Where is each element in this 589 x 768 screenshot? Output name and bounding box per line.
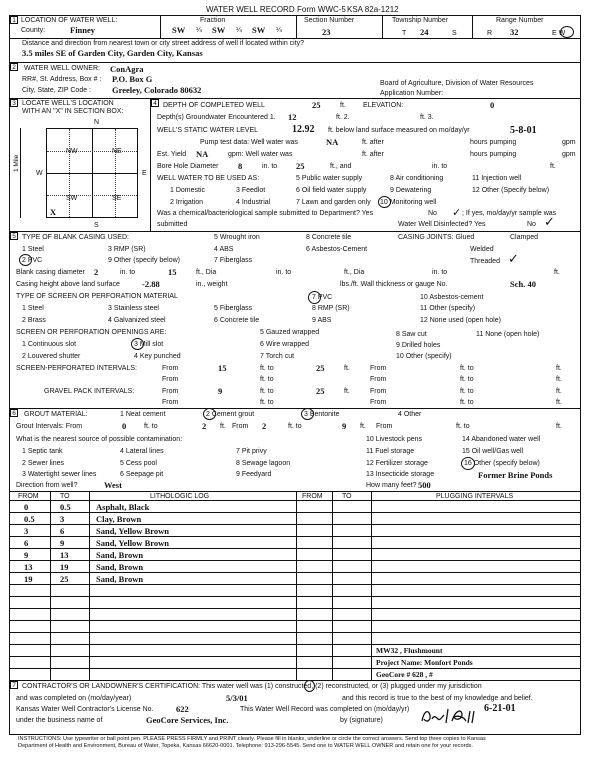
fraction-3: SW: [252, 25, 266, 35]
opening-9: 9 Drilled holes: [396, 342, 441, 349]
form-number: Form WWC-5: [297, 5, 346, 14]
log-header-from: FROM: [18, 493, 39, 500]
chem-no-check-icon: ✓: [452, 207, 462, 219]
quadrant-se: SE: [112, 195, 122, 202]
section-3-number: 3: [10, 99, 18, 107]
screen-10: 10 Asbestos-cement: [420, 294, 484, 301]
use-4: 4 Industrial: [236, 199, 271, 206]
use-7: 7 Lawn and garden only: [296, 199, 371, 206]
use-11: 11 Injection well: [472, 175, 522, 182]
gauge-value: Sch. 40: [510, 279, 536, 289]
log-header-lithologic: LITHOLOGIC LOG: [150, 493, 210, 500]
record-completed-label: This Water Well Record was completed on (mo/day/yr): [240, 706, 410, 713]
opening-8: 8 Saw cut: [396, 331, 427, 338]
township-s: S: [452, 30, 457, 37]
gravel-to-label: ft. to: [260, 388, 274, 395]
blank-to-value: 15: [168, 267, 177, 277]
gravel-to-value: 25: [316, 386, 325, 396]
source-2: 2 Sewer lines: [22, 460, 65, 467]
casing-8: 8 Concrete tile: [306, 234, 352, 241]
gravel-intervals-label: GRAVEL PACK INTERVALS:: [44, 388, 135, 395]
casing-6: 4 ABS: [214, 246, 234, 253]
depth-label: DEPTH OF COMPLETED WELL: [163, 102, 265, 109]
certification-line-2: and was completed on (mo/day/year): [16, 695, 132, 702]
range-label: Range Number: [496, 17, 544, 24]
source-5: 5 Cess pool: [120, 460, 157, 467]
row-from: 6: [24, 538, 29, 548]
bore-in-2: in. to: [432, 163, 448, 170]
source-10: 10 Livestock pens: [366, 436, 423, 443]
distance-label: Distance and direction from nearest town or city street address of well if located within city?: [22, 40, 305, 47]
grout-ft-2: ft.: [360, 423, 366, 430]
screen-1: 1 Steel: [22, 305, 44, 312]
opening-3-circle: [131, 338, 144, 350]
depth-unit: ft.: [340, 102, 346, 109]
gravel-from-3: From: [162, 399, 179, 406]
static-level-value: 12.92: [292, 124, 315, 135]
gpm-1: gpm: [562, 139, 576, 146]
board-label: Board of Agriculture, Division of Water Resources: [380, 80, 534, 87]
blank-diameter-value: 2: [94, 267, 99, 277]
casing-4: 9 Other (specify below): [108, 257, 180, 264]
city-value: Greeley, Colorado 80632: [112, 85, 202, 95]
chem-sample-label: Was a chemical/bacteriological sample submitted to Department? Yes: [157, 210, 374, 217]
use-10-circle: [378, 196, 391, 208]
range-r: R: [487, 30, 493, 37]
log-header-to-2: TO: [342, 493, 352, 500]
gravel-from-label: From: [162, 388, 179, 395]
grout-4: 4 Other: [398, 411, 422, 418]
direction-value: West: [104, 480, 122, 490]
grout-label: GROUT MATERIAL:: [24, 411, 88, 418]
application-number-label: Application Number:: [380, 90, 444, 97]
groundwater-ft-2: ft. 2.: [336, 114, 350, 121]
source-7: 7 Pit privy: [236, 448, 267, 455]
use-8: 8 Air conditioning: [390, 175, 444, 182]
grout-ft-3: ft.: [556, 423, 562, 430]
blank-in-3: in. to: [432, 269, 448, 276]
business-name: GeoCore Services, Inc.: [146, 715, 229, 725]
mile-label: 1 Mile: [13, 154, 20, 172]
feet-label: How many feet?: [366, 482, 417, 489]
blank-ft-dia-2: ft., Dia: [344, 269, 365, 276]
screen-ft: ft.: [344, 365, 350, 372]
quadrant-ne: NE: [112, 148, 122, 155]
screen-ft-4: ft.: [556, 376, 562, 383]
casing-1: 1 Steel: [22, 246, 44, 253]
opening-1: 1 Continuous slot: [22, 341, 77, 348]
elevation-value: 0: [490, 100, 495, 110]
range-direction: E W: [552, 30, 566, 37]
screen-9: 9 ABS: [312, 317, 332, 324]
source-1: 1 Septic tank: [22, 448, 63, 455]
opening-11: 11 None (open hole): [476, 331, 540, 338]
owner-label: WATER WELL OWNER:: [24, 65, 100, 72]
row-to: 0.5: [60, 502, 71, 512]
form-title: WATER WELL RECORD: [206, 5, 295, 14]
blank-in: in. to: [120, 269, 136, 276]
wall-thickness-label: lbs./ft. Wall thickness or gauge No.: [340, 281, 448, 288]
row-desc: Sand, Brown: [96, 550, 144, 560]
gravel-ft-4: ft.: [556, 399, 562, 406]
section-5-number: 5: [10, 232, 18, 240]
fraction-2: SW: [212, 25, 226, 35]
screen-to-value: 25: [316, 363, 325, 373]
chem-no: No: [428, 210, 437, 217]
yield-label: Est. Yield: [157, 151, 187, 158]
grout-to-label: ft. to: [144, 423, 158, 430]
screen-2: 2 Brass: [22, 317, 46, 324]
township-value: 24: [420, 27, 429, 37]
pump-test-tail: ft. after: [362, 139, 384, 146]
screen-material-label: TYPE OF SCREEN OR PERFORATION MATERIAL: [16, 293, 178, 300]
gravel-ft-2: ft.: [556, 388, 562, 395]
welded-label: Welded: [470, 246, 494, 253]
grout-3: 3 Bentonite: [304, 411, 340, 418]
use-3: 3 Feedlot: [236, 187, 266, 194]
clamped-label: Clamped: [510, 234, 539, 241]
compass-s: S: [94, 222, 99, 229]
screen-8: 8 RMP (SR): [312, 305, 350, 312]
opening-3: 3 Mill slot: [134, 341, 164, 348]
screen-12: 12 None used (open hole): [420, 317, 501, 324]
casing-3: 3 RMP (SR): [108, 246, 146, 253]
static-level-tail: ft. below land surface measured on mo/day/yr: [328, 127, 470, 134]
screen-intervals-label: SCREEN-PERFORATED INTERVALS:: [16, 365, 137, 372]
screen-to-4: ft. to: [460, 376, 474, 383]
bore-label: Bore Hole Diameter: [157, 163, 219, 170]
screen-from-label: From: [162, 365, 179, 372]
opening-5: 5 Gauzed wrapped: [260, 329, 320, 336]
signature-label: by (signature): [340, 717, 383, 724]
row-desc: Asphalt, Black: [96, 502, 150, 512]
completed-date: 5/3/01: [226, 693, 248, 703]
other-source-value: Former Brine Ponds: [478, 470, 553, 480]
row-from: 0: [24, 502, 29, 512]
source-16-circle: [461, 457, 475, 470]
gravel-from-value: 9: [218, 386, 223, 396]
source-13: 13 Insecticide storage: [366, 471, 435, 478]
county-value: Finney: [70, 25, 96, 35]
use-6: 6 Oil field water supply: [296, 187, 367, 194]
distance-value: 3.5 miles SE of Garden City, Garden City, Kansas: [22, 48, 203, 58]
grout-ft: ft.: [220, 423, 226, 430]
note-geocore-number: GeoCore # 628 , #: [376, 670, 433, 679]
opening-10: 10 Other (specify): [396, 353, 452, 360]
screen-4: 4 Galvanized steel: [108, 317, 166, 324]
grout-intervals-label: Grout Intervals: From: [16, 423, 83, 430]
gpm-2: gpm: [562, 151, 576, 158]
quarter-symbol: ¼: [276, 27, 282, 34]
bore-in: in. to: [262, 163, 278, 170]
opening-4: 4 Key punched: [134, 353, 181, 360]
use-2: 2 Irrigation: [170, 199, 204, 206]
use-12: 12 Other (Specify below): [472, 187, 550, 194]
county-label: County:: [21, 27, 46, 34]
note-project-name: Project Name: Monfort Ponds: [376, 658, 473, 667]
blank-in-2: in. to: [276, 269, 292, 276]
blank-ft-3: ft.: [554, 269, 560, 276]
static-level-label: WELL'S STATIC WATER LEVEL: [157, 127, 259, 134]
bore-value: 8: [238, 161, 243, 171]
gravel-to-4: ft. to: [460, 399, 474, 406]
section-number-label: Section Number: [304, 17, 355, 24]
casing-type-label: TYPE OF BLANK CASING USED:: [22, 234, 129, 241]
row-to: 25: [60, 574, 69, 584]
gravel-from-2: From: [370, 388, 387, 395]
yield-after: ft. after: [362, 151, 384, 158]
submitted-label: submitted: [157, 221, 188, 228]
row-desc: Sand, Brown: [96, 574, 144, 584]
grout-1: 1 Neat cement: [120, 411, 166, 418]
record-completed-date: 6-21-01: [484, 703, 516, 714]
source-12: 12 Fertilizer storage: [366, 460, 428, 467]
source-6: 6 Seepage pit: [120, 471, 164, 478]
grout-from-2-value: 2: [262, 421, 267, 431]
screen-6: 6 Concrete tile: [214, 317, 260, 324]
screen-3: 3 Stainless steel: [108, 305, 159, 312]
grout-to-2-label: ft. to: [288, 423, 302, 430]
pump-test-value: NA: [326, 137, 339, 147]
screen-from-3: From: [162, 376, 179, 383]
row-to: 6: [60, 526, 65, 536]
hours-pumping-1: hours pumping: [470, 139, 517, 146]
use-label: WELL WATER TO BE USED AS:: [157, 175, 260, 182]
address-label: RR#, St. Address, Box # :: [22, 76, 102, 83]
compass-n: N: [94, 119, 100, 126]
casing-7: 7 Fiberglass: [214, 257, 253, 264]
city-label: City, State, ZIP Code :: [22, 87, 91, 94]
gravel-to-3: ft. to: [260, 399, 274, 406]
gravel-from-4: From: [370, 399, 387, 406]
depth-value: 25: [312, 100, 321, 110]
casing-height-unit: in., weight: [196, 281, 228, 288]
row-from: 3: [24, 526, 29, 536]
use-5: 5 Public water supply: [296, 175, 363, 182]
section-4-number: 4: [151, 99, 159, 107]
locate-label-1: LOCATE WELL'S LOCATION: [22, 100, 114, 107]
contamination-label: What is the nearest source of possible contamination:: [16, 436, 183, 443]
use-1: 1 Domestic: [170, 187, 206, 194]
casing-5: 5 Wrought iron: [214, 234, 260, 241]
quadrant-sw: SW: [66, 195, 78, 202]
use-9: 9 Dewatering: [390, 187, 432, 194]
use-10: 10 Monitoring well: [380, 199, 437, 206]
source-14: 14 Abandoned water well: [462, 436, 541, 443]
address-value: P.O. Box G: [112, 74, 153, 84]
license-number: 622: [176, 704, 189, 714]
note-well-id: MW32 , Flushmount: [376, 646, 443, 655]
grout-3-circle: [301, 408, 314, 420]
disinfected-label: Water Well Disinfected? Yes: [398, 221, 486, 228]
grout-from-3-label: From: [376, 423, 393, 430]
direction-label: Direction from well?: [16, 482, 78, 489]
pump-test-label: Pump test data: Well water was: [200, 139, 298, 146]
locate-label-2: WITH AN "X" IN SECTION BOX:: [22, 108, 124, 115]
grout-2: 2 Cement grout: [206, 411, 255, 418]
screen-from-value: 15: [218, 363, 227, 373]
section-box: [46, 128, 138, 218]
elevation-label: ELEVATION:: [363, 102, 404, 109]
casing-9: 6 Asbestos-Cement: [306, 246, 368, 253]
quarter-symbol: ¼: [236, 27, 242, 34]
feet-value: 500: [418, 480, 431, 490]
license-label: Kansas Water Well Contractor's License No.: [16, 706, 154, 713]
threaded-label: Threaded: [470, 258, 500, 265]
compass-w: W: [36, 170, 43, 177]
range-value: 32: [510, 27, 519, 37]
casing-2-circle: [19, 254, 32, 266]
gravel-ft: ft.: [344, 388, 350, 395]
groundwater-value: 12: [288, 112, 297, 122]
source-9: 9 Feedyard: [236, 471, 272, 478]
row-desc: Clay, Brown: [96, 514, 142, 524]
opening-2: 2 Louvered shutter: [22, 353, 81, 360]
screen-ft-2: ft.: [556, 365, 562, 372]
instructions-line-2: Department of Health and Environment, Bureau of Water, Topeka, Kansas 66620-0001. Telephone: 913-296-5545. Send one to WATER WELL OWNER and retain one for your records.: [18, 743, 473, 749]
section-number-value: 23: [322, 27, 331, 37]
source-16: 16 Other (specify below): [464, 460, 540, 467]
disinfected-no: No: [527, 221, 536, 228]
screen-to-label: ft. to: [260, 365, 274, 372]
grout-to-3-label: ft. to: [456, 423, 470, 430]
township-label: Township Number: [392, 17, 449, 24]
source-8: 8 Sewage lagoon: [236, 460, 291, 467]
bore-to-value: 25: [296, 161, 305, 171]
grout-from-value: 0: [122, 421, 127, 431]
grout-from-2-label: From: [232, 423, 249, 430]
grout-to-value: 2: [202, 421, 207, 431]
yield-value: NA: [196, 149, 209, 159]
screen-from-2: From: [370, 365, 387, 372]
section-6-number: 6: [10, 409, 18, 417]
row-desc: Sand, Yellow Brown: [96, 526, 169, 536]
compass-e: E: [142, 170, 147, 177]
opening-6: 6 Wire wrapped: [260, 341, 310, 348]
row-to: 9: [60, 538, 65, 548]
row-to: 13: [60, 550, 69, 560]
range-west-circle: [560, 26, 574, 38]
source-11: 11 Fuel storage: [366, 448, 415, 455]
fraction-1: SW: [172, 25, 186, 35]
certification-line-1: CONTRACTOR'S OR LANDOWNER'S CERTIFICATION: This water well was (1) constructed, (2) reconstructed, or (3) plugged under my jurisdiction: [22, 683, 482, 690]
opening-7: 7 Torch cut: [260, 353, 295, 360]
groundwater-ft-3: ft. 3.: [420, 114, 434, 121]
casing-joints-label: CASING JOINTS: Glued: [398, 234, 475, 241]
business-label: under the business name of: [16, 717, 103, 724]
threaded-check-icon: ✓: [508, 251, 519, 266]
screen-to-2: ft. to: [460, 365, 474, 372]
source-15: 15 Oil well/Gas well: [462, 448, 524, 455]
openings-label: SCREEN OR PERFORATION OPENINGS ARE:: [16, 329, 167, 336]
groundwater-label: Depth(s) Groundwater Encountered 1.: [157, 114, 276, 121]
source-4: 4 Lateral lines: [120, 448, 164, 455]
constructed-circle: [304, 680, 315, 692]
row-desc: Sand, Yellow Brown: [96, 538, 169, 548]
row-to: 19: [60, 562, 69, 572]
casing-2: 2 PVC: [22, 257, 43, 264]
gravel-to-2: ft. to: [460, 388, 474, 395]
hours-pumping-2: hours pumping: [470, 151, 517, 158]
ksa-reference: KSA 82a-1212: [347, 5, 399, 14]
grout-2-circle: [203, 408, 216, 420]
static-level-date: 5-8-01: [510, 125, 537, 136]
blank-ft-dia: ft., Dia: [196, 269, 217, 276]
screen-from-4: From: [370, 376, 387, 383]
casing-height-label: Casing height above land surface: [16, 281, 120, 288]
grout-to-2-value: 9: [342, 421, 347, 431]
row-from: 13: [24, 562, 33, 572]
owner-value: ConAgra: [110, 64, 144, 74]
row-desc: Sand, Brown: [96, 562, 144, 572]
blank-diameter-label: Blank casing diameter: [16, 269, 85, 276]
well-location-x: X: [50, 207, 57, 217]
screen-7-circle: [308, 291, 321, 304]
instructions-line-1: INSTRUCTIONS: Use typewriter or ball point pen. PLEASE PRESS FIRMLY and PRINT clearly. Please fill in blanks, underline or circle the correct answers. Send top three copies to Kansas: [18, 736, 486, 742]
screen-to-3: ft. to: [260, 376, 274, 383]
screen-7: 7 PVC: [312, 294, 333, 301]
quarter-symbol: ¼: [196, 27, 202, 34]
fraction-label: Fraction: [200, 17, 226, 24]
township-t: T: [402, 30, 407, 37]
certification-line-2b: and this record is true to the best of my knowledge and belief.: [342, 695, 533, 702]
row-to: 3: [60, 514, 65, 524]
log-header-to: TO: [60, 493, 70, 500]
location-label: LOCATION OF WATER WELL:: [21, 17, 118, 24]
signature-image: [418, 705, 488, 727]
source-3: 3 Watertight sewer lines: [22, 471, 97, 478]
screen-11: 11 Other (specify): [420, 305, 476, 312]
disinfected-no-check-icon: ✓: [544, 214, 555, 229]
chem-tail: ; If yes, mo/day/yr sample was: [462, 210, 557, 217]
log-header-from-2: FROM: [302, 493, 323, 500]
bore-tail: ft., and: [330, 163, 352, 170]
casing-height-value: -2.88: [142, 279, 160, 289]
row-from: 0.5: [24, 514, 35, 524]
quadrant-nw: NW: [66, 148, 78, 155]
log-header-plugging: PLUGGING INTERVALS: [436, 493, 514, 500]
section-7-number: 7: [10, 681, 18, 689]
section-2-number: 2: [10, 63, 18, 71]
yield-tail: gpm: Well water was: [228, 151, 293, 158]
section-1-number: 1: [10, 16, 18, 24]
bore-ft-2: ft.: [550, 163, 556, 170]
row-from: 9: [24, 550, 29, 560]
row-from: 19: [24, 574, 33, 584]
screen-5: 5 Fiberglass: [214, 305, 253, 312]
